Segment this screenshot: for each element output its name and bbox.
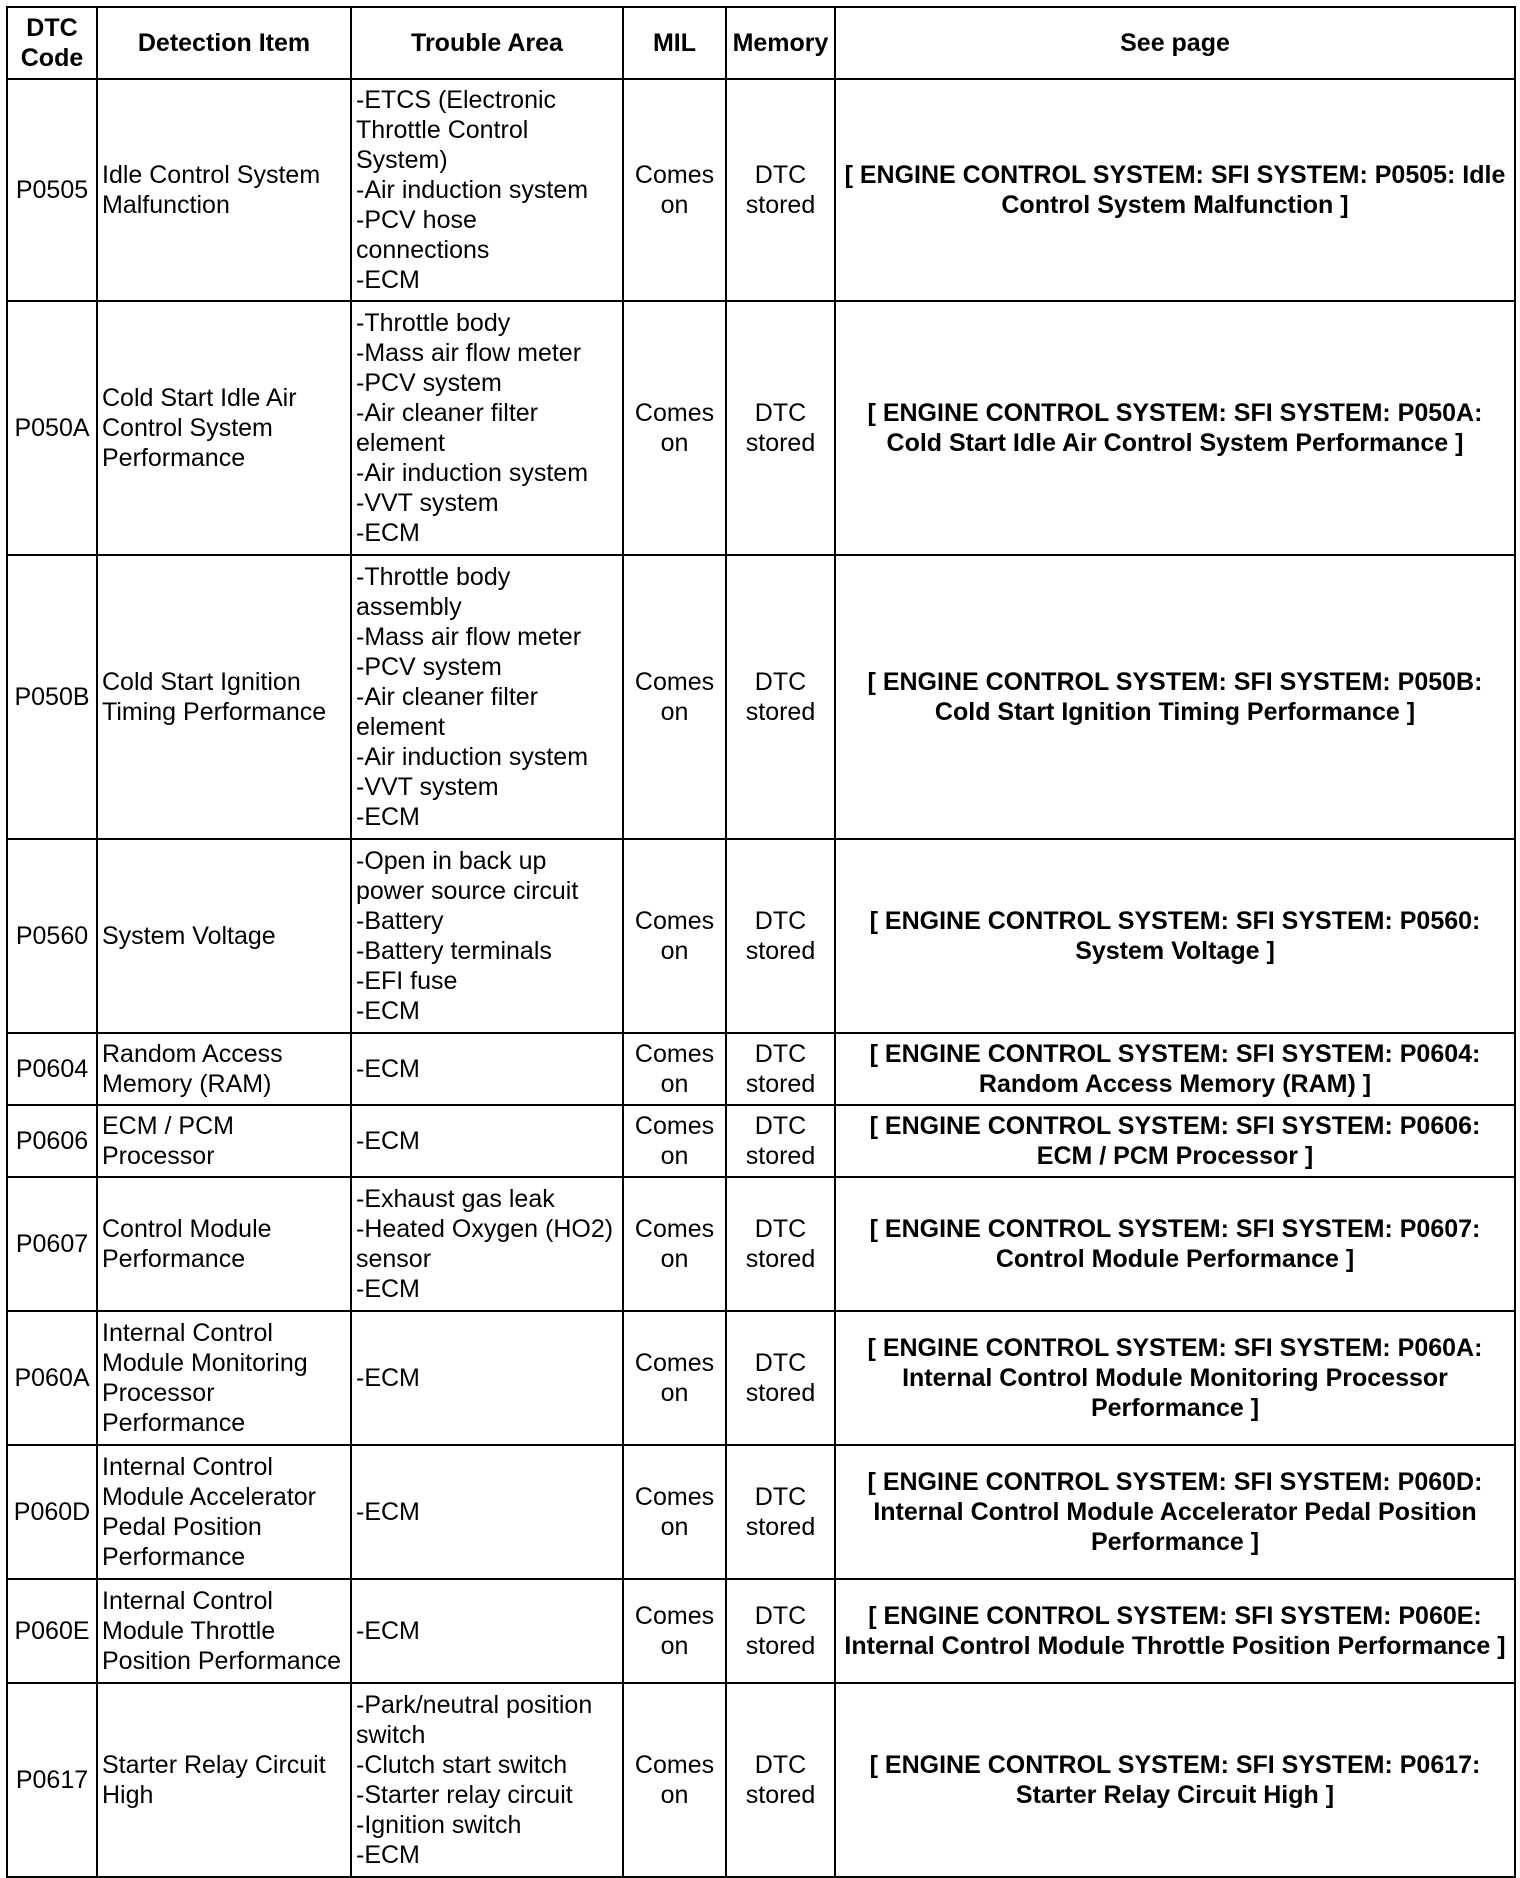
detection-item: Internal Control Module Accelerator Pedal Position Performance [97,1445,351,1579]
detection-item: Control Module Performance [97,1177,351,1311]
table-row [7,1105,1515,1177]
dtc-code: P0617 [7,1683,97,1877]
dtc-code: P0607 [7,1177,97,1311]
dtc-code: P0560 [7,839,97,1033]
see-page-link[interactable]: [ ENGINE CONTROL SYSTEM: SFI SYSTEM: P0604: Random Access Memory (RAM) ] [835,1033,1515,1105]
table-row [7,1445,1515,1579]
detection-item: Cold Start Idle Air Control System Performance [97,301,351,555]
trouble-area: -ECM [351,1033,623,1105]
mil-status: Comes on [623,301,726,555]
see-page-link[interactable]: [ ENGINE CONTROL SYSTEM: SFI SYSTEM: P0617: Starter Relay Circuit High ] [835,1683,1515,1877]
see-page-link[interactable]: [ ENGINE CONTROL SYSTEM: SFI SYSTEM: P060D: Internal Control Module Accelerator Pedal Position Performance ] [835,1445,1515,1579]
table-row [7,301,1515,555]
see-page-link[interactable]: [ ENGINE CONTROL SYSTEM: SFI SYSTEM: P060A: Internal Control Module Monitoring Processor Performance ] [835,1311,1515,1445]
table-row [7,1311,1515,1445]
mil-status: Comes on [623,839,726,1033]
trouble-area: -Park/neutral position switch -Clutch start switch -Starter relay circuit -Ignition switch -ECM [351,1683,623,1877]
mil-status: Comes on [623,1177,726,1311]
header-row [7,7,1515,79]
trouble-area: -ECM [351,1105,623,1177]
dtc-code: P060E [7,1579,97,1683]
detection-item: Idle Control System Malfunction [97,79,351,301]
see-page-link[interactable]: [ ENGINE CONTROL SYSTEM: SFI SYSTEM: P0560: System Voltage ] [835,839,1515,1033]
memory-status: DTC stored [726,79,835,301]
memory-status: DTC stored [726,555,835,839]
trouble-area: -ECM [351,1311,623,1445]
detection-item: ECM / PCM Processor [97,1105,351,1177]
table-row [7,839,1515,1033]
memory-status: DTC stored [726,839,835,1033]
mil-status: Comes on [623,555,726,839]
memory-status: DTC stored [726,1177,835,1311]
dtc-code: P050B [7,555,97,839]
memory-status: DTC stored [726,1445,835,1579]
memory-status: DTC stored [726,1105,835,1177]
table-row [7,1683,1515,1877]
memory-status: DTC stored [726,1683,835,1877]
memory-status: DTC stored [726,1579,835,1683]
memory-status: DTC stored [726,1033,835,1105]
table-row [7,1579,1515,1683]
dtc-code: P0505 [7,79,97,301]
table-row [7,1177,1515,1311]
detection-item: System Voltage [97,839,351,1033]
header-dtc-code: DTC Code [7,7,97,79]
mil-status: Comes on [623,1105,726,1177]
see-page-link[interactable]: [ ENGINE CONTROL SYSTEM: SFI SYSTEM: P0505: Idle Control System Malfunction ] [835,79,1515,301]
header-detection-item: Detection Item [97,7,351,79]
trouble-area: -ECM [351,1579,623,1683]
table-row [7,555,1515,839]
table-row [7,79,1515,301]
mil-status: Comes on [623,79,726,301]
see-page-link[interactable]: [ ENGINE CONTROL SYSTEM: SFI SYSTEM: P050A: Cold Start Idle Air Control System Performance ] [835,301,1515,555]
trouble-area: -ECM [351,1445,623,1579]
mil-status: Comes on [623,1445,726,1579]
mil-status: Comes on [623,1033,726,1105]
header-see-page: See page [835,7,1515,79]
dtc-code: P060D [7,1445,97,1579]
detection-item: Internal Control Module Throttle Position Performance [97,1579,351,1683]
memory-status: DTC stored [726,301,835,555]
trouble-area: -Throttle body -Mass air flow meter -PCV system -Air cleaner filter element -Air induction system -VVT system -ECM [351,301,623,555]
dtc-code: P0606 [7,1105,97,1177]
mil-status: Comes on [623,1683,726,1877]
mil-status: Comes on [623,1579,726,1683]
see-page-link[interactable]: [ ENGINE CONTROL SYSTEM: SFI SYSTEM: P0607: Control Module Performance ] [835,1177,1515,1311]
trouble-area: -ETCS (Electronic Throttle Control System) -Air induction system -PCV hose connections -ECM [351,79,623,301]
trouble-area: -Throttle body assembly -Mass air flow meter -PCV system -Air cleaner filter element -Air induction system -VVT system -ECM [351,555,623,839]
trouble-area: -Exhaust gas leak -Heated Oxygen (HO2) sensor -ECM [351,1177,623,1311]
detection-item: Random Access Memory (RAM) [97,1033,351,1105]
mil-status: Comes on [623,1311,726,1445]
detection-item: Internal Control Module Monitoring Processor Performance [97,1311,351,1445]
detection-item: Starter Relay Circuit High [97,1683,351,1877]
memory-status: DTC stored [726,1311,835,1445]
dtc-code: P0604 [7,1033,97,1105]
trouble-area: -Open in back up power source circuit -Battery -Battery terminals -EFI fuse -ECM [351,839,623,1033]
header-memory: Memory [726,7,835,79]
dtc-table [6,6,1516,1878]
detection-item: Cold Start Ignition Timing Performance [97,555,351,839]
see-page-link[interactable]: [ ENGINE CONTROL SYSTEM: SFI SYSTEM: P060E: Internal Control Module Throttle Position Performance ] [835,1579,1515,1683]
dtc-code: P050A [7,301,97,555]
table-row [7,1033,1515,1105]
header-trouble-area: Trouble Area [351,7,623,79]
header-mil: MIL [623,7,726,79]
dtc-code: P060A [7,1311,97,1445]
see-page-link[interactable]: [ ENGINE CONTROL SYSTEM: SFI SYSTEM: P0606: ECM / PCM Processor ] [835,1105,1515,1177]
see-page-link[interactable]: [ ENGINE CONTROL SYSTEM: SFI SYSTEM: P050B: Cold Start Ignition Timing Performance ] [835,555,1515,839]
